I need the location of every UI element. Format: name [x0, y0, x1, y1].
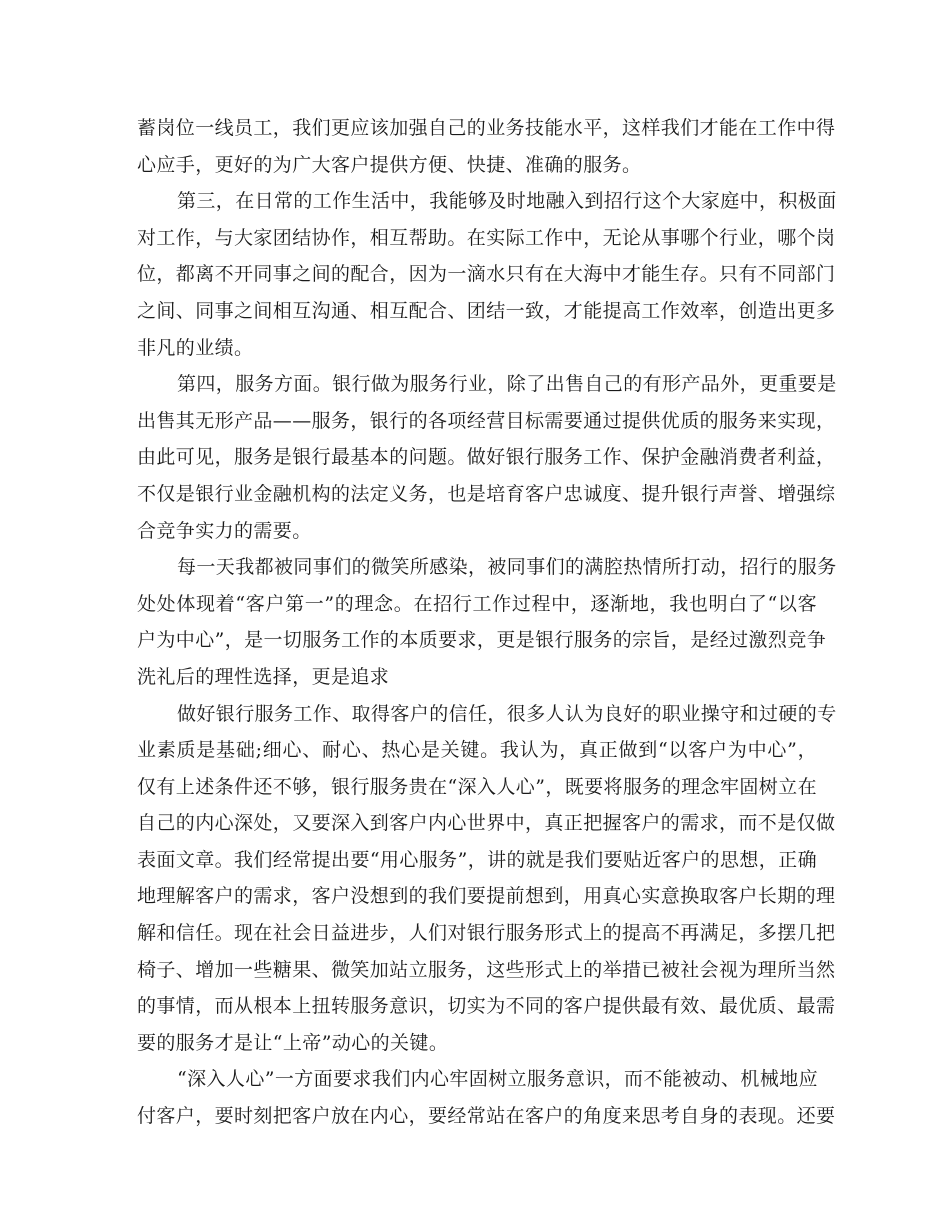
text-line: 由此可见，服务是银行最基本的问题。做好银行服务工作、保护金融消费者利益， — [137, 446, 836, 469]
document-body — [137, 110, 837, 1135]
text-line: 第三，在日常的工作生活中，我能够及时地融入到招行这个大家庭中，积极面 — [177, 190, 837, 213]
text-line: 第四，服务方面。银行做为服务行业，除了出售自己的有形产品外，更重要是 — [177, 373, 837, 396]
text-line: 心应手，更好的为广大客户提供方便、快捷、准确的服务。 — [137, 153, 642, 176]
paragraph — [137, 549, 837, 695]
text-line: 出售其无形产品——服务，银行的各项经营目标需要通过提供优质的服务来实现， — [137, 409, 836, 432]
text-line: 不仅是银行业金融机构的法定义务，也是培育客户忠诚度、提升银行声誉、增强综 — [137, 482, 836, 505]
text-line: 业素质是基础;细心、耐心、热心是关键。我认为，真正做到“以客户为中心”， — [137, 739, 817, 762]
text-line: 表面文章。我们经常提出要“用心服务”，讲的就是我们要贴近客户的思想，正确 — [137, 848, 817, 871]
text-line: 处处体现着“客户第一”的理念。在招行工作过程中，逐渐地，我也明白了“以客 — [137, 592, 817, 615]
text-line: 地理解客户的需求，客户没想到的我们要提前想到，用真心实意换取客户长期的理 — [137, 885, 836, 908]
text-line: 做好银行服务工作、取得客户的信任，很多人认为良好的职业操守和过硬的专 — [177, 702, 837, 725]
paragraph — [137, 183, 837, 366]
text-line: 合竞争实力的需要。 — [137, 519, 312, 542]
text-line: 自己的内心深处，又要深入到客户内心世界中，真正把握客户的需求，而不是仅做 — [137, 812, 836, 835]
paragraph — [137, 696, 837, 1062]
text-line: 解和信任。现在社会日益进步，人们对银行服务形式上的提高不再满足，多摆几把 — [137, 922, 836, 945]
text-line: 每一天我都被同事们的微笑所感染，被同事们的满腔热情所打动，招行的服务 — [177, 556, 837, 579]
text-line: 户为中心”，是一切服务工作的本质要求，更是银行服务的宗旨，是经过激烈竞争 — [137, 629, 827, 652]
text-line: 位，都离不开同事之间的配合，因为一滴水只有在大海中才能生存。只有不同部门 — [137, 263, 836, 286]
text-line: 要的服务才是让“上帝”动心的关键。 — [137, 1031, 449, 1054]
text-line: 的事情，而从根本上扭转服务意识，切实为不同的客户提供最有效、最优质、最需 — [137, 995, 836, 1018]
text-line: 付客户，要时刻把客户放在内心，要经常站在客户的角度来思考自身的表现。还要 — [137, 1105, 836, 1128]
paragraph — [137, 366, 837, 549]
paragraph — [137, 1061, 836, 1134]
text-line: 洗礼后的理性选择，更是追求 — [137, 665, 390, 688]
text-line: 蓄岗位一线员工，我们更应该加强自己的业务技能水平，这样我们才能在工作中得 — [137, 117, 836, 139]
text-line: “深入人心”一方面要求我们内心牢固树立服务意识，而不能被动、机械地应 — [177, 1068, 819, 1091]
text-line: 之间、同事之间相互沟通、相互配合、团结一致，才能提高工作效率，创造出更多 — [137, 299, 836, 322]
text-line: 仅有上述条件还不够，银行服务贵在“深入人心”，既要将服务的理念牢固树立在 — [137, 775, 817, 798]
text-line: 椅子、增加一些糖果、微笑加站立服务，这些形式上的举措已被社会视为理所当然 — [137, 958, 836, 981]
paragraph — [137, 110, 836, 183]
text-line: 对工作，与大家团结协作，相互帮助。在实际工作中，无论从事哪个行业，哪个岗 — [137, 226, 836, 249]
text-line: 非凡的业绩。 — [137, 336, 254, 359]
